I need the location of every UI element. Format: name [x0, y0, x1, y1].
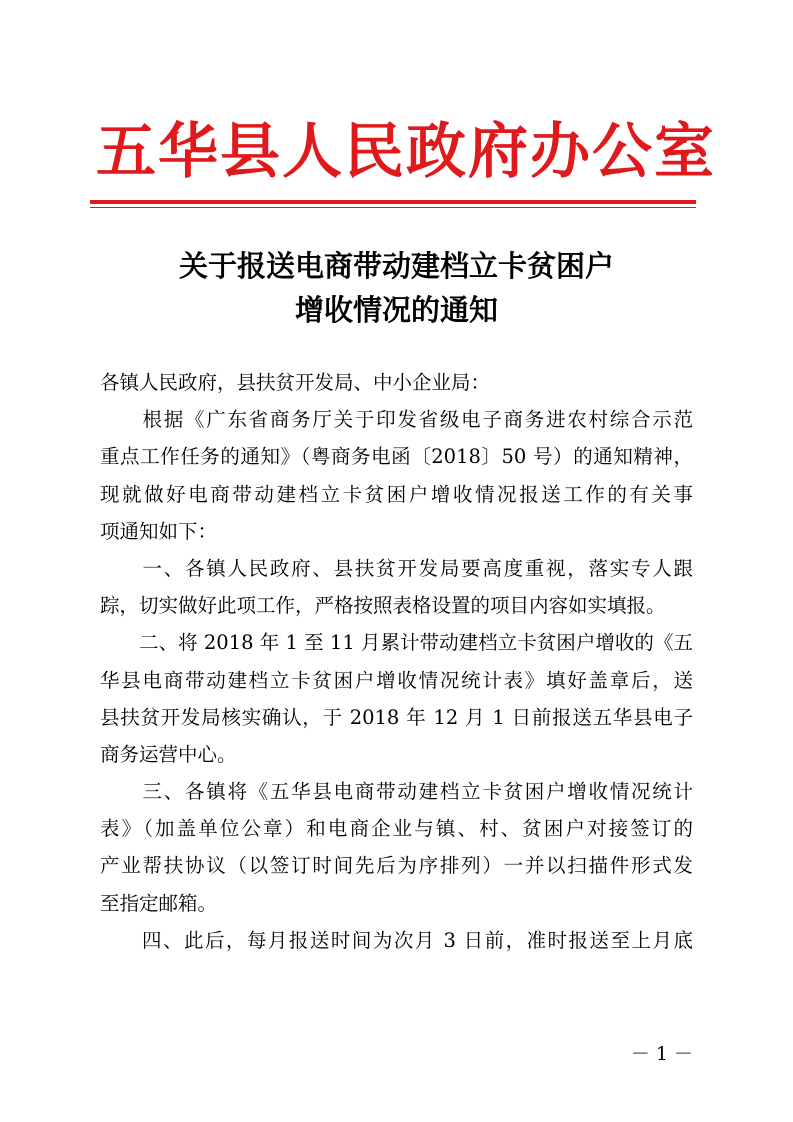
- paragraph-line: 县扶贫开发局核实确认，于 2018 年 12 月 1 日前报送五华县电子: [100, 705, 693, 729]
- issuer-masthead: 五华县人民政府办公室: [96, 117, 716, 187]
- paragraph-line: 华县电商带动建档立卡贫困户增收情况统计表》填好盖章后，送: [100, 668, 693, 692]
- salutation: 各镇人民政府，县扶贫开发局、中小企业局：: [100, 371, 491, 394]
- paragraph-line: 表》（加盖单位公章）和电商企业与镇、村、贫困户对接签订的: [100, 817, 693, 841]
- document-title-line-1: 关于报送电商带动建档立卡贫困户: [178, 249, 614, 283]
- document-body: [100, 364, 693, 959]
- red-header-rule-thick: [90, 200, 696, 204]
- page-number: － 1 －: [630, 1043, 693, 1065]
- document-title-line-2: 增收情况的通知: [294, 293, 498, 327]
- paragraph-line: 四、此后，每月报送时间为次月 3 日前，准时报送至上月底: [100, 928, 693, 952]
- paragraph-line: 根据《广东省商务厅关于印发省级电子商务进农村综合示范: [100, 408, 693, 432]
- paragraph-line: 二、将 2018 年 1 至 11 月累计带动建档立卡贫困户增收的《五: [100, 631, 693, 655]
- red-header-rule-thin: [90, 207, 696, 208]
- paragraph-line: 一、各镇人民政府、县扶贫开发局要高度重视，落实专人跟: [100, 556, 693, 580]
- paragraph-line: 踪，切实做好此项工作，严格按照表格设置的项目内容如实填报。: [100, 594, 666, 618]
- paragraph-line: 产业帮扶协议（以签订时间先后为序排列）一并以扫描件形式发: [100, 854, 693, 878]
- paragraph-line: 现就做好电商带动建档立卡贫困户增收情况报送工作的有关事: [100, 482, 693, 506]
- paragraph-line: 商务运营中心。: [100, 742, 237, 766]
- paragraph-line: 项通知如下：: [100, 519, 218, 543]
- paragraph-line: 三、各镇将《五华县电商带动建档立卡贫困户增收情况统计: [100, 780, 693, 804]
- paragraph-line: 至指定邮箱。: [100, 891, 218, 915]
- paragraph-line: 重点工作任务的通知》（粤商务电函〔2018〕50 号）的通知精神，: [100, 445, 693, 469]
